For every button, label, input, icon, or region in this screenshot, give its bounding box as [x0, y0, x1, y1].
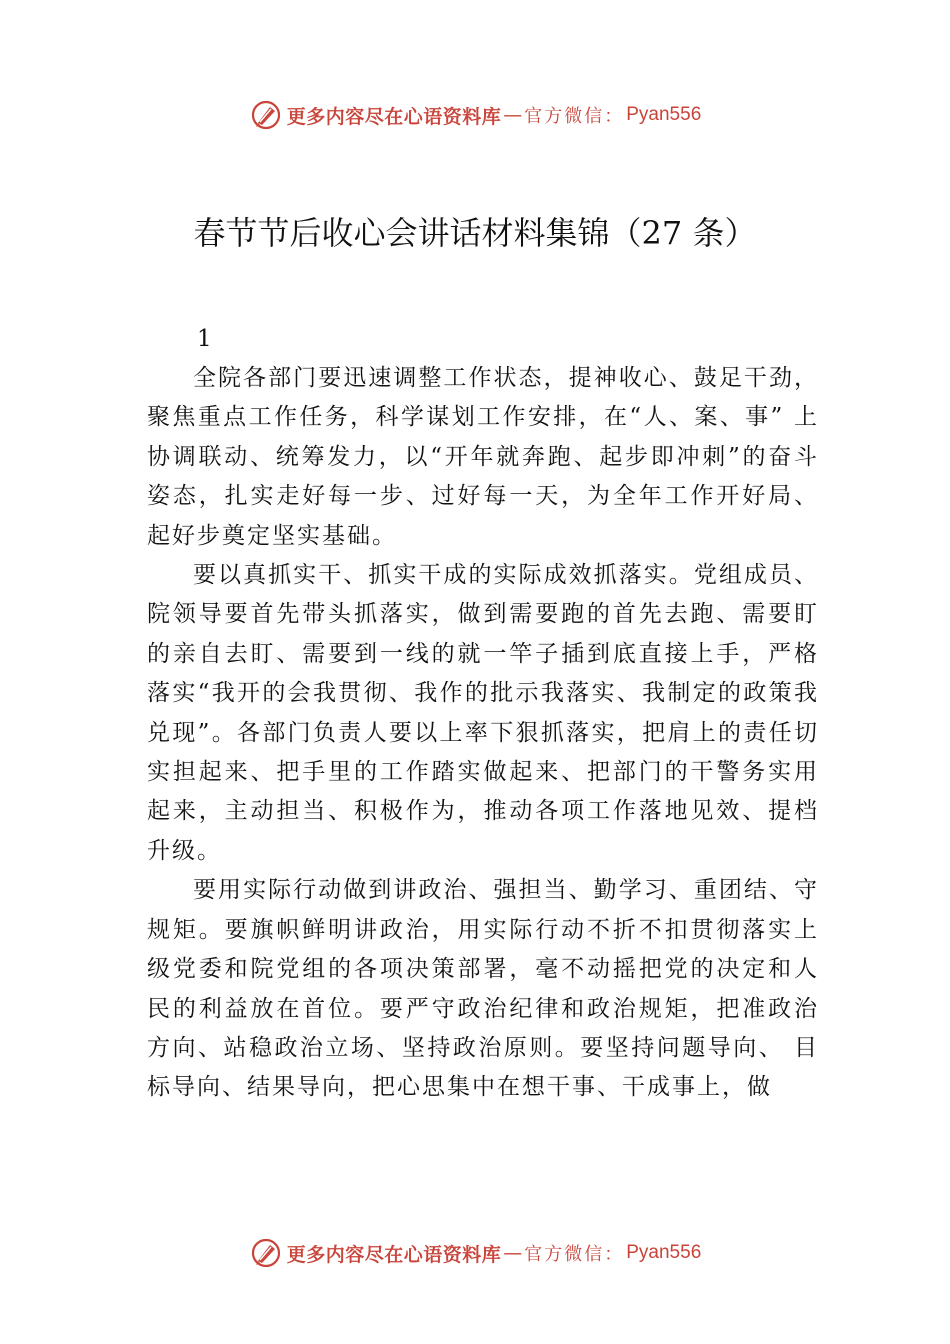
- pen-nib-logo-icon: [249, 98, 283, 132]
- banner-wechat-label: 官方微信：: [524, 106, 625, 127]
- banner-dash: —: [503, 1242, 523, 1264]
- banner-text: 更多内容尽在心语资料库: [286, 1243, 502, 1266]
- paragraph: 全院各部门要迅速调整工作状态，提神收心、鼓足干劲，聚焦重点工作任务，科学谋划工作安排，在“人、案、事” 上协调联动、统筹发力，以“开年就奔跑、起步即冲刺”的奋斗姿态，扎实走好每一步、过好每一天，为全年工作开好局、起好步奠定坚实基础。: [147, 365, 819, 549]
- pen-nib-logo-icon: [249, 1236, 283, 1270]
- footer-banner: [0, 1233, 950, 1273]
- banner-dash: —: [503, 104, 523, 126]
- section-number: 1: [197, 326, 214, 352]
- banner-wechat-label: 官方微信：: [524, 1244, 625, 1265]
- document-body: [147, 320, 819, 1108]
- banner-text: 更多内容尽在心语资料库: [286, 105, 502, 128]
- banner-wechat-id: Pyan556: [626, 104, 702, 125]
- header-banner: [0, 95, 950, 135]
- banner-wechat-id: Pyan556: [626, 1242, 702, 1263]
- document-title: 春节节后收心会讲话材料集锦（27 条）: [193, 214, 757, 252]
- paragraph: 要用实际行动做到讲政治、强担当、勤学习、重团结、守规矩。要旗帜鲜明讲政治，用实际行动不折不扣贯彻落实上级党委和院党组的各项决策部署，毫不动摇把党的决定和人民的利益放在首位。要严守政治纪律和政治规矩，把准政治方向、站稳政治立场、坚持政治原则。要坚持问题导向、 目标导向、结果导向，把心思集中在想干事、干成事上，做: [147, 877, 819, 1101]
- paragraph: 要以真抓实干、抓实干成的实际成效抓落实。党组成员、院领导要首先带头抓落实，做到需要跑的首先去跑、需要盯的亲自去盯、需要到一线的就一竿子插到底直接上手，严格落实“我开的会我贯彻、我作的批示我落实、我制定的政策我兑现”。各部门负责人要以上率下狠抓落实，把肩上的责任切实担起来、把手里的工作踏实做起来、把部门的干警务实用起来，主动担当、积极作为，推动各项工作落地见效、提档升级。: [147, 562, 819, 864]
